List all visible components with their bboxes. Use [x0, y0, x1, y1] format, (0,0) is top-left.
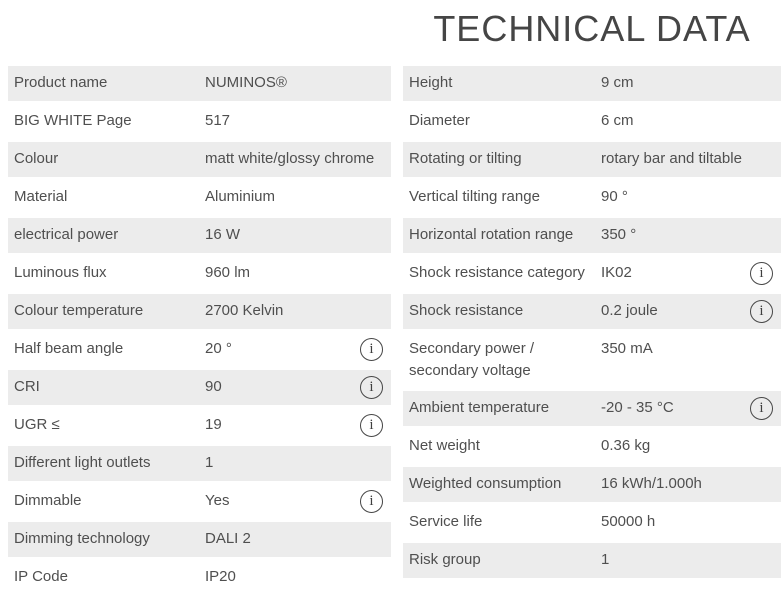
table-row [403, 66, 781, 101]
table-row [403, 332, 781, 388]
table-row [8, 484, 391, 519]
table-row [8, 104, 391, 139]
spec-label: Dimming technology [14, 530, 150, 547]
table-row [8, 332, 391, 367]
info-icon[interactable]: i [750, 397, 773, 420]
info-icon[interactable]: i [360, 376, 383, 399]
info-icon[interactable]: i [750, 262, 773, 285]
spec-label: Shock resistance category [409, 264, 585, 281]
spec-label: Shock resistance [409, 302, 524, 319]
spec-value: 960 lm [205, 264, 251, 281]
spec-value: IP20 [205, 568, 236, 585]
spec-label: Rotating or tilting [409, 150, 522, 167]
spec-table-left [8, 66, 391, 598]
table-row [403, 543, 781, 578]
table-row [8, 294, 391, 329]
spec-value: 90 [205, 378, 222, 395]
spec-value: 9 cm [601, 74, 634, 91]
spec-value: Yes [205, 492, 230, 509]
table-row [403, 429, 781, 464]
spec-tables [8, 66, 781, 598]
info-icon[interactable]: i [360, 490, 383, 513]
table-row [8, 446, 391, 481]
spec-label: Service life [409, 513, 483, 530]
spec-label: electrical power [14, 226, 119, 243]
spec-value: -20 - 35 °C [601, 399, 674, 416]
spec-value: Aluminium [205, 188, 276, 205]
info-icon[interactable]: i [360, 338, 383, 361]
table-row [403, 467, 781, 502]
spec-label: Material [14, 188, 68, 205]
spec-label: Diameter [409, 112, 470, 129]
table-row [403, 104, 781, 139]
spec-value: DALI 2 [205, 530, 251, 547]
table-row [403, 256, 781, 291]
spec-value: 1 [601, 551, 610, 568]
table-row [403, 218, 781, 253]
spec-value: 0.36 kg [601, 437, 651, 454]
spec-value: 16 kWh/1.000h [601, 475, 702, 492]
table-row [8, 66, 391, 101]
table-row [403, 180, 781, 215]
spec-value: 517 [205, 112, 231, 129]
spec-value: 0.2 joule [601, 302, 658, 319]
spec-value: 2700 Kelvin [205, 302, 284, 319]
spec-label: Height [409, 74, 453, 91]
spec-label: Net weight [409, 437, 480, 454]
spec-label: UGR ≤ [14, 416, 60, 433]
info-icon[interactable]: i [750, 300, 773, 323]
table-row [8, 370, 391, 405]
spec-label: Horizontal rotation range [409, 226, 574, 243]
table-row [8, 142, 391, 177]
spec-label: Luminous flux [14, 264, 107, 281]
table-row [8, 180, 391, 215]
table-row [403, 142, 781, 177]
table-row [8, 522, 391, 557]
spec-label: IP Code [14, 568, 68, 585]
spec-value: 90 ° [601, 188, 628, 205]
spec-label: BIG WHITE Page [14, 112, 132, 129]
table-row [8, 218, 391, 253]
table-row [8, 560, 391, 595]
spec-label: Colour temperature [14, 302, 144, 319]
spec-label: Different light outlets [14, 454, 151, 471]
spec-value: NUMINOS® [205, 74, 287, 91]
spec-value: 16 W [205, 226, 241, 243]
spec-label: Risk group [409, 551, 481, 568]
spec-value: 350 ° [601, 226, 637, 243]
table-row [403, 505, 781, 540]
spec-label: Weighted consumption [409, 475, 562, 492]
spec-value: 19 [205, 416, 222, 433]
spec-label: CRI [14, 378, 40, 395]
table-row [403, 294, 781, 329]
spec-value: 50000 h [601, 513, 656, 530]
spec-label: Product name [14, 74, 108, 91]
info-icon[interactable]: i [360, 414, 383, 437]
spec-label: Ambient temperature [409, 399, 550, 416]
spec-label: Half beam angle [14, 340, 124, 357]
spec-label: Vertical tilting range [409, 188, 540, 205]
spec-value: matt white/glossy chrome [205, 150, 375, 167]
spec-label: Colour [14, 150, 59, 167]
page-title: TECHNICAL DATA [433, 8, 751, 49]
table-row [8, 408, 391, 443]
spec-label: Dimmable [14, 492, 82, 509]
table-row [8, 256, 391, 291]
spec-value: 1 [205, 454, 214, 471]
spec-value: 350 mA [601, 340, 653, 357]
table-row [403, 391, 781, 426]
spec-value: 20 ° [205, 340, 232, 357]
spec-value: IK02 [601, 264, 632, 281]
spec-value: 6 cm [601, 112, 634, 129]
spec-label: Secondary power / secondary voltage [409, 340, 535, 379]
spec-value: rotary bar and tiltable [601, 150, 742, 167]
spec-table-right [403, 66, 781, 598]
